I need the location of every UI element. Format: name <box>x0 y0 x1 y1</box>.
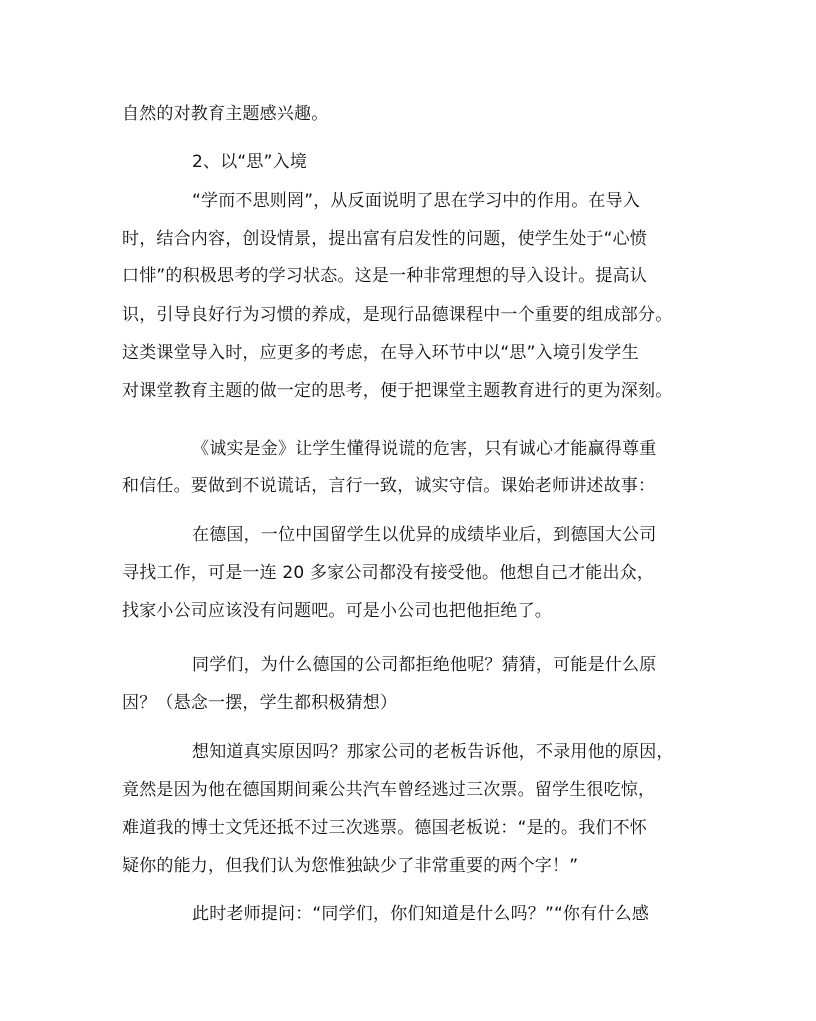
text-line: 自然的对教育主题感兴趣。 <box>122 104 329 124</box>
text-line: 疑你的能力，但我们认为您惟独缺少了非常重要的两个字！” <box>122 856 579 876</box>
text-line: 想知道真实原因吗？那家公司的老板告诉他，不录用他的原因， <box>192 742 674 762</box>
text-line: “学而不思则罔”，从反面说明了思在学习中的作用。在导入 <box>192 191 641 211</box>
text-line: 口悱”的积极思考的学习状态。这是一种非常理想的导入设计。提高认 <box>122 266 648 286</box>
text-line: 对课堂教育主题的做一定的思考，便于把课堂主题教育进行的更为深刻。 <box>122 381 673 401</box>
text-line: 寻找工作，可是一连 20 多家公司都没有接受他。他想自己才能出众， <box>122 563 655 583</box>
text-line: 同学们，为什么德国的公司都拒绝他呢？猜猜，可能是什么原 <box>192 655 657 675</box>
text-line: 此时老师提问：“同学们，你们知道是什么吗？”“你有什么感 <box>192 904 650 924</box>
text-line: 竟然是因为他在德国期间乘公共汽车曾经逃过三次票。留学生很吃惊， <box>122 780 656 800</box>
text-line: 难道我的博士文凭还抵不过三次逃票。德国老板说：“是的。我们不怀 <box>122 818 648 838</box>
text-line: 识，引导良好行为习惯的养成，是现行品德课程中一个重要的组成部分。 <box>122 305 673 325</box>
text-line: 和信任。要做到不说谎话，言行一致，诚实守信。课始老师讲述故事： <box>122 476 656 496</box>
text-line: 在德国，一位中国留学生以优异的成绩毕业后，到德国大公司 <box>192 525 657 545</box>
text-line: 找家小公司应该没有问题吧。可是小公司也把他拒绝了。 <box>122 601 552 621</box>
text-line: 这类课堂导入时，应更多的考虑，在导入环节中以“思”入境引发学生 <box>122 343 639 363</box>
text-line: 《诚实是金》让学生懂得说谎的危害，只有诚心才能赢得尊重 <box>192 439 657 459</box>
section-heading: 2、以“思”入境 <box>192 152 308 172</box>
text-line: 因？（悬念一摆，学生都积极猜想） <box>122 693 398 713</box>
text-line: 时，结合内容，创设情景，提出富有启发性的问题，使学生处于“心愤 <box>122 229 648 249</box>
